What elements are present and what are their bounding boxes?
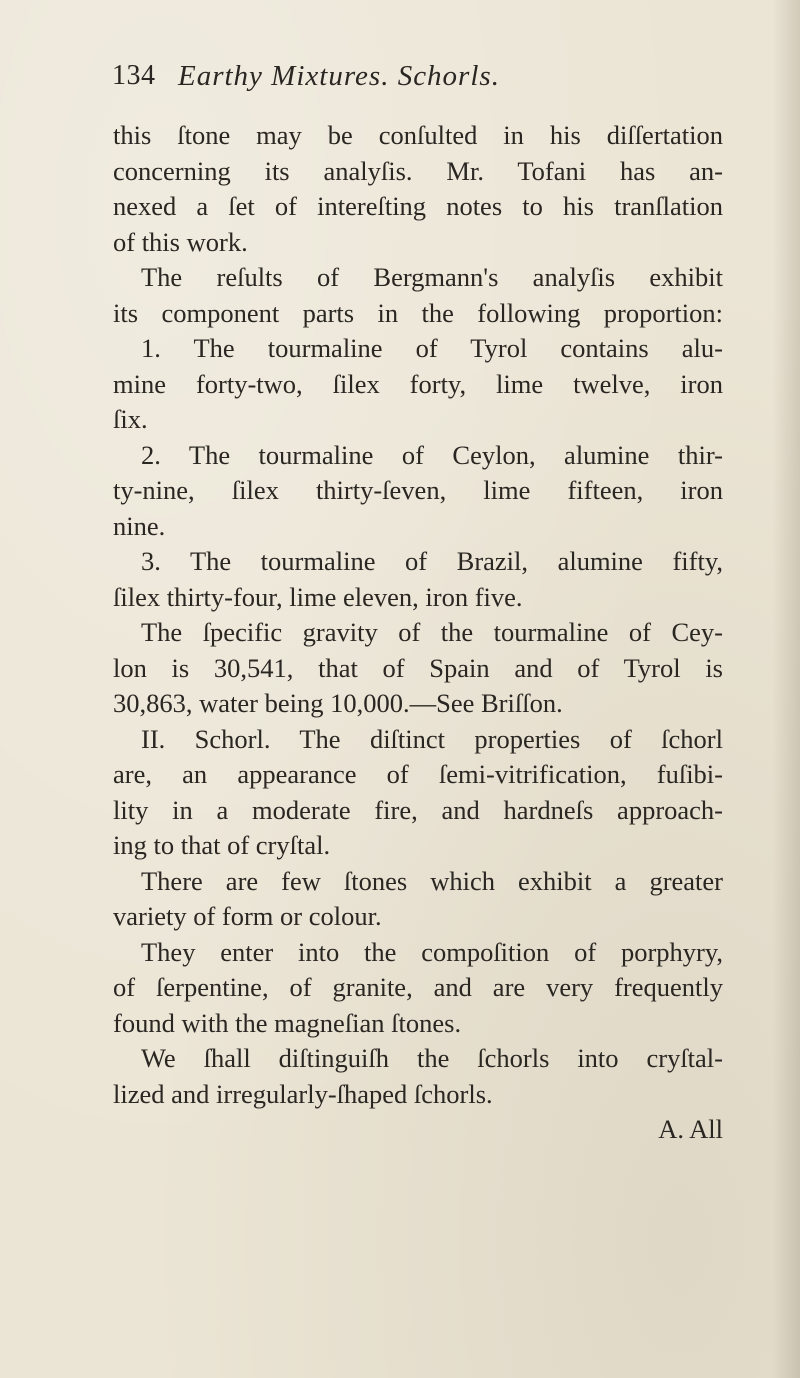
text-line: There are few ſtones which exhibit a greater [141,865,723,896]
text-line: The reſults of Bergmann's analyſis exhibit [141,262,723,292]
text-line: 3. The tourmaline of Brazil, alumine fifty, [141,546,723,576]
text-line: The ſpecific gravity of the tourmaline of Cey- [141,617,723,647]
text-line: ſilex thirty-four, lime eleven, iron five. [113,581,523,612]
text-line: variety of form or colour. [113,901,382,931]
running-head-title: Earthy Mixtures. Schorls. [178,60,500,92]
text-line: lized and irregularly-ſhaped ſchorls. [113,1078,493,1109]
body-text [113,118,723,1148]
text-line: II. Schorl. The diſtinct properties of ſchorl [141,723,723,754]
text-line: this ſtone may be conſulted in his diſſertation [113,120,723,150]
text-line: 1. The tourmaline of Tyrol contains alu- [141,333,723,363]
page-number: 134 [112,60,156,91]
text-line: of this work. [113,226,248,257]
text-line: mine forty-two, ſilex forty, lime twelve, iron [113,368,723,399]
text-line: are, an appearance of ſemi-vitrification, fuſibi- [113,759,723,789]
text-line: ſix. [113,404,148,434]
text-line: They enter into the compoſition of porphyry, [141,936,723,967]
text-line: ing to that of cryſtal. [113,830,331,860]
catchword: A. All [658,1114,723,1144]
text-line: concerning its analyſis. Mr. Tofani has an- [113,155,723,186]
text-line: We ſhall diſtinguiſh the ſchorls into cryſtal- [141,1043,723,1073]
running-head [112,60,672,100]
text-line: 2. The tourmaline of Ceylon, alumine thir- [141,439,723,470]
text-line: lity in a moderate fire, and hardneſs approach- [113,794,723,825]
text-line: of ſerpentine, of granite, and are very frequently [113,972,723,1002]
text-line: nexed a ſet of intereſting notes to his tranſlation [113,191,723,221]
text-line: 30,863, water being 10,000.—See Briſſon. [113,688,563,718]
text-line: lon is 30,541, that of Spain and of Tyrol is [113,652,723,683]
page-edge-shadow [772,0,800,1378]
text-line: nine. [113,510,166,541]
text-line: found with the magneſian ſtones. [113,1007,462,1038]
text-line: its component parts in the following proportion: [113,297,723,328]
text-line: ty-nine, ſilex thirty-ſeven, lime fifteen, iron [113,475,723,505]
